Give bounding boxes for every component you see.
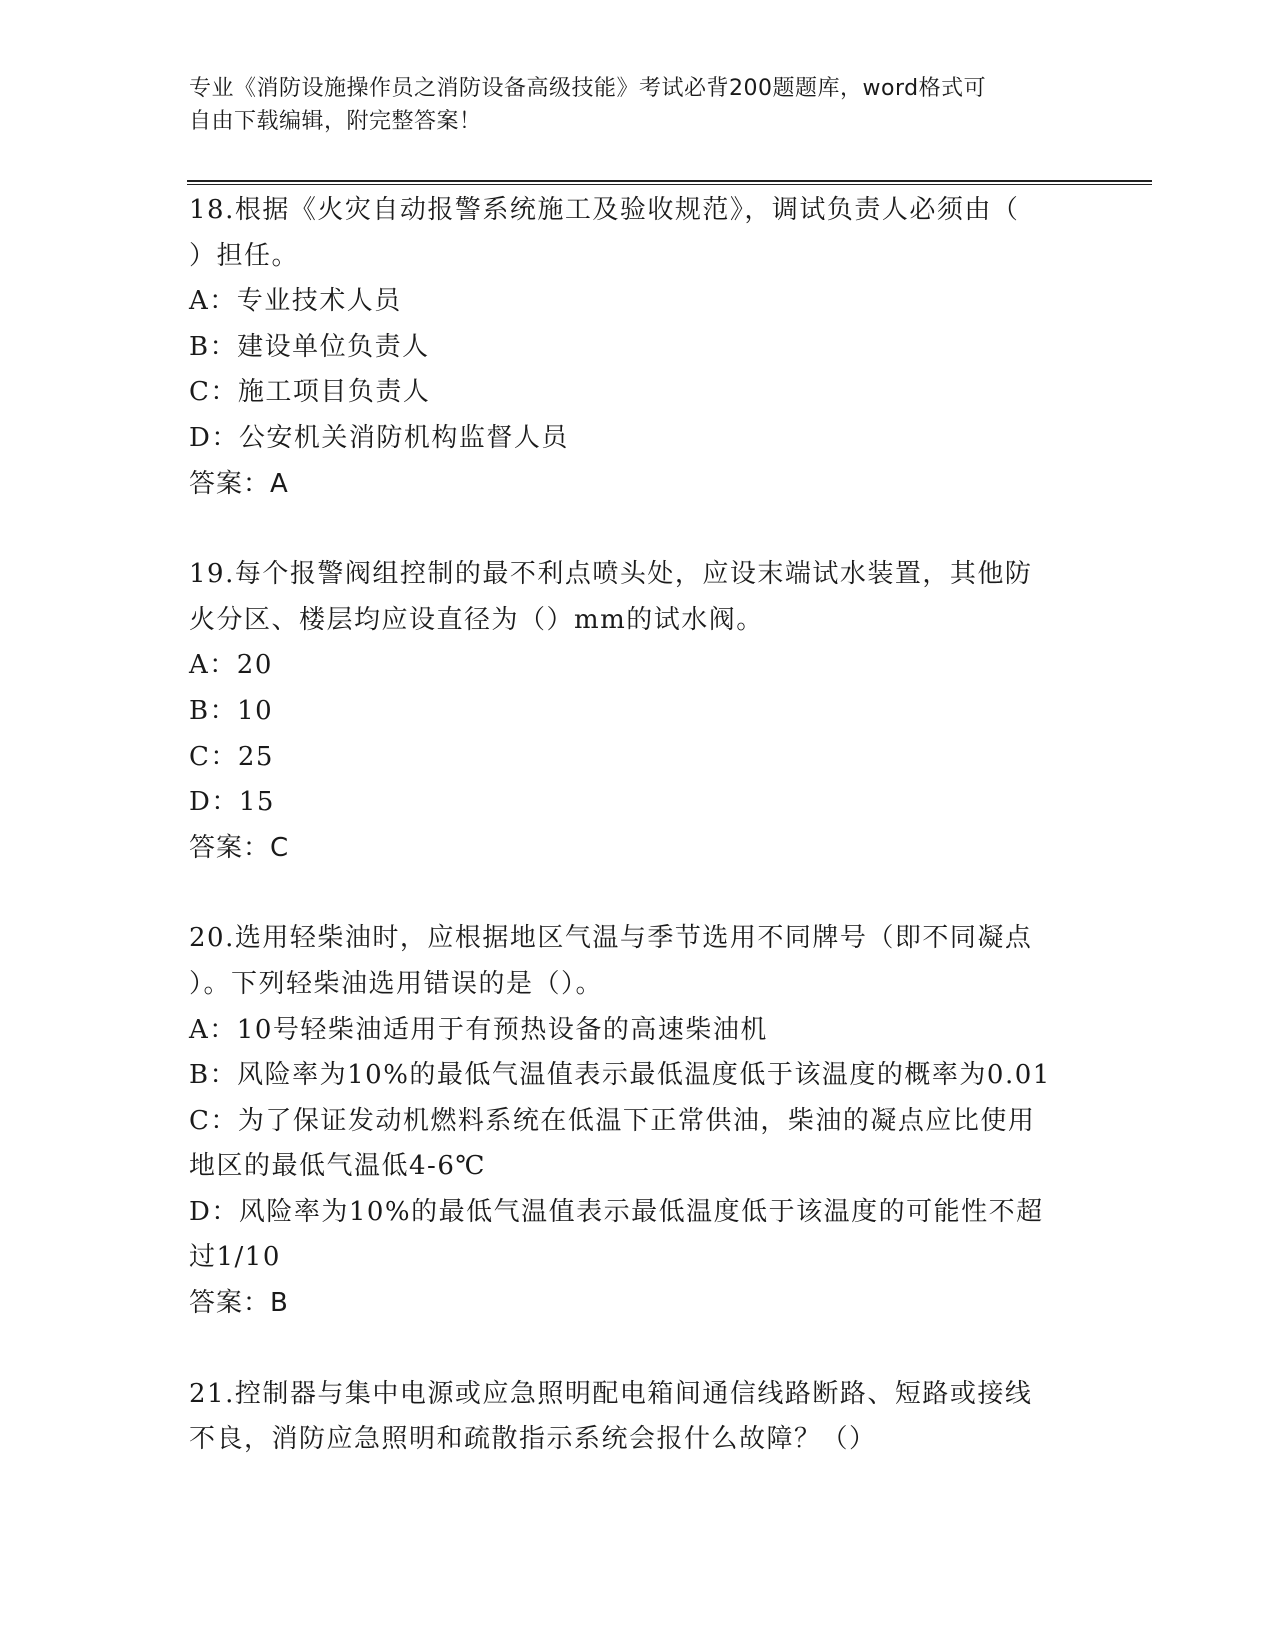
question-stem: 20.选用轻柴油时，应根据地区气温与季节选用不同牌号（即不同凝点 [189, 923, 1033, 954]
question-stem: 19.每个报警阀组控制的最不利点喷头处，应设末端试水装置，其他防 [189, 559, 1033, 590]
option-d: D：风险率为10%的最低气温值表示最低温度低于该温度的可能性不超 [189, 1196, 1044, 1227]
option-b: B：建设单位负责人 [189, 331, 430, 362]
option-c: C：为了保证发动机燃料系统在低温下正常供油，柴油的凝点应比使用 [189, 1105, 1036, 1136]
option-c: C：施工项目负责人 [189, 377, 431, 408]
question-block [189, 916, 1089, 1326]
header-divider-thin [187, 184, 1152, 185]
question-stem: 不良，消防应急照明和疏散指示系统会报什么故障？（） [189, 1424, 877, 1455]
question-block [189, 188, 1089, 507]
question-stem: ）担任。 [189, 240, 300, 271]
question-block [189, 1372, 1089, 1463]
answer: 答案：A [189, 468, 289, 499]
question-list [189, 188, 1089, 1463]
option-d: D：15 [189, 787, 275, 818]
option-c: C：25 [189, 741, 274, 772]
option-b: B：10 [189, 695, 274, 726]
option-d-continued: 过1/10 [189, 1242, 281, 1273]
option-d: D：公安机关消防机构监督人员 [189, 422, 569, 453]
question-stem: 火分区、楼层均应设直径为（）mm的试水阀。 [189, 604, 764, 635]
question-stem: ）。下列轻柴油选用错误的是（）。 [189, 968, 604, 999]
option-b: B：风险率为10%的最低气温值表示最低温度低于该温度的概率为0.01 [189, 1060, 1051, 1091]
question-stem: 18.根据《火灾自动报警系统施工及验收规范》，调试负责人必须由（ [189, 195, 1020, 225]
option-a: A：专业技术人员 [189, 286, 402, 317]
header-divider [187, 180, 1152, 182]
header-line: 自由下载编辑，附完整答案！ [189, 109, 482, 134]
question-block [189, 552, 1089, 871]
option-a: A：20 [189, 650, 273, 681]
question-stem: 21.控制器与集中电源或应急照明配电箱间通信线路断路、短路或接线 [189, 1378, 1033, 1409]
answer: 答案：C [189, 832, 290, 863]
option-c-continued: 地区的最低气温低4-6℃ [189, 1151, 486, 1182]
answer: 答案：B [189, 1288, 289, 1319]
option-a: A：10号轻柴油适用于有预热设备的高速柴油机 [189, 1014, 768, 1045]
document-header [189, 72, 1089, 138]
header-line: 专业《消防设施操作员之消防设备高级技能》考试必背200题题库，word格式可 [189, 76, 987, 101]
